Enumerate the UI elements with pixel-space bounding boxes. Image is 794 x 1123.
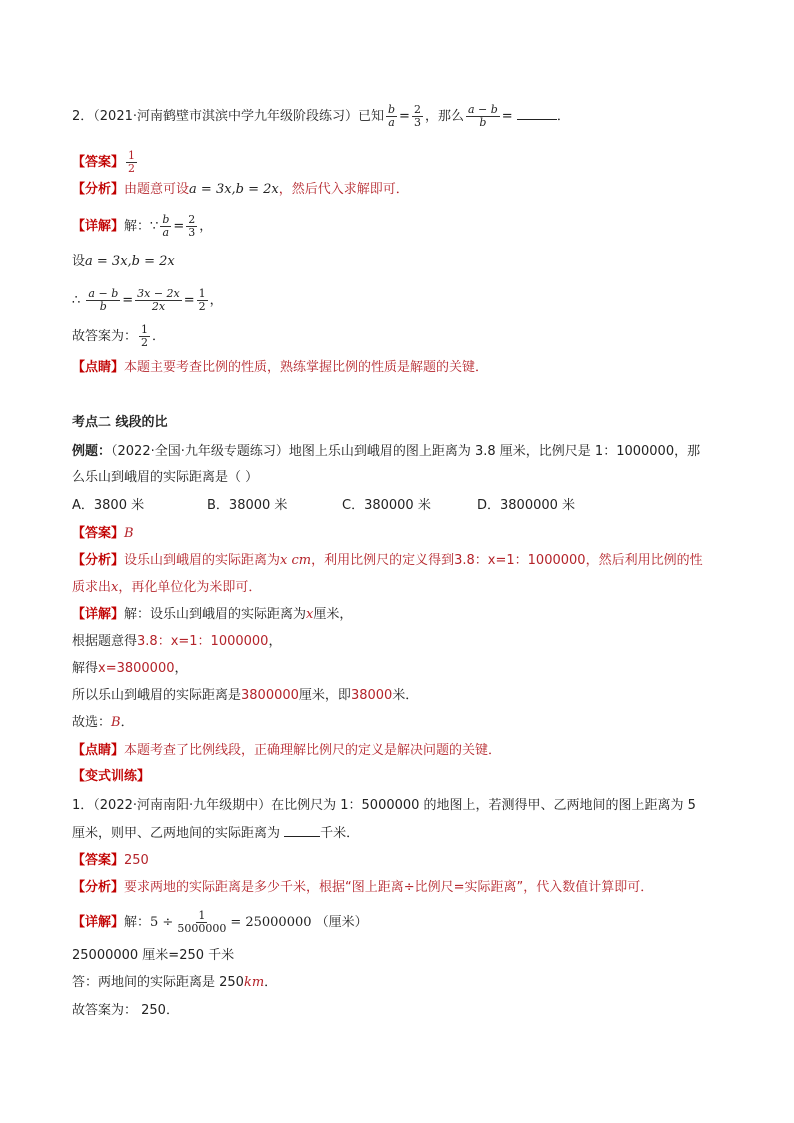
q2-final: 故答案为： $\frac{1}{2}$ ． xyxy=(72,323,166,350)
example-line2: 么乐山到峨眉的实际距离是（ ） xyxy=(72,470,259,485)
answer-fraction: $\frac{1}{2}$ xyxy=(128,149,136,176)
v1-detail-line2: 25000000 厘米=250 千米 xyxy=(72,948,235,963)
v1-detail-line3: 答：两地间的实际距离是 250km． xyxy=(72,975,278,990)
ex-detail-line5: 故选：B． xyxy=(72,715,134,730)
ex-analysis-line1: 【分析】设乐山到峨眉的实际距离为x cm，利用比例尺的定义得到3.8：x=1：1000000，然后利用比例的性 xyxy=(72,553,703,568)
q2-answer: 【答案】 $\frac{1}{2}$ xyxy=(72,149,136,176)
section-2-title: 考点二 线段的比 xyxy=(72,415,168,430)
ex-analysis-line2: 质求出x，再化单位化为米即可． xyxy=(72,580,262,595)
answer-blank xyxy=(284,823,320,837)
ex-detail-line3: 解得x=3800000， xyxy=(72,661,188,676)
fraction-2-over-3: $\frac{2}{3}$ xyxy=(413,103,421,130)
ex-detail-line2: 根据题意得3.8：x=1：1000000， xyxy=(72,634,282,649)
fraction-a-minus-b-over-b: $\frac{a - b}{b}$ xyxy=(467,103,498,130)
answer-blank xyxy=(517,106,557,120)
q2-point: 【点睛】本题主要考查比例的性质，熟练掌握比例的性质是解题的关键． xyxy=(72,360,489,375)
variant-title: 【变式训练】 xyxy=(72,769,151,784)
example-line1: 例题：（2022·全国·九年级专题练习）地图上乐山到峨眉的图上距离为 3.8 厘米，比例尺是 1：1000000，那 xyxy=(72,444,701,459)
option-a: A．3800 米 xyxy=(72,498,145,513)
option-c: C．380000 米 xyxy=(342,498,431,513)
v1-line1: 1．（2022·河南南阳·九年级期中）在比例尺为 1：5000000 的地图上，若测得甲、乙两地间的图上距离为 5 xyxy=(72,798,696,813)
option-d: D．3800000 米 xyxy=(477,498,576,513)
question-2: 2．（2021·河南鹤壁市淇滨中学九年级阶段练习）已知 $\frac{b}{a}$ = $\frac{2}{3}$ ，那么 $\frac{a - b}{b}$ = ． xyxy=(72,103,570,130)
ex-detail-line4: 所以乐山到峨眉的实际距离是3800000厘米，即38000米． xyxy=(72,688,419,703)
option-b: B．38000 米 xyxy=(207,498,288,513)
q2-detail-line2: 设a = 3x,b = 2x xyxy=(72,254,175,269)
q2-detail: 【详解】解：∵ $\frac{b}{a}$ = $\frac{2}{3}$ ， xyxy=(72,213,213,240)
example-options xyxy=(72,496,612,516)
v1-answer: 【答案】250 xyxy=(72,853,149,868)
fraction-b-over-a: $\frac{b}{a}$ xyxy=(388,103,396,130)
q2-detail-line3: ∴ $\frac{a - b}{b}$ = $\frac{3x - 2x}{2x}$ = $\frac{1}{2}$ ， xyxy=(72,287,223,314)
v1-detail-line4: 故答案为： 250． xyxy=(72,1003,179,1018)
v1-analysis: 【分析】要求两地的实际距离是多少千米，根据“图上距离÷比例尺=实际距离”，代入数值计算即可． xyxy=(72,880,654,895)
q2-analysis: 【分析】由题意可设a = 3x,b = 2x，然后代入求解即可． xyxy=(72,182,409,197)
v1-detail: 【详解】解：5 ÷ $\frac{1}{5000000}$ = 25000000 （厘米） xyxy=(72,909,368,936)
v1-line2: 厘米，则甲、乙两地间的实际距离为 千米． xyxy=(72,823,359,844)
ex-detail-line1: 【详解】解：设乐山到峨眉的实际距离为x厘米， xyxy=(72,607,353,622)
ex-answer: 【答案】B xyxy=(72,526,134,541)
ex-point: 【点睛】本题考查了比例线段，正确理解比例尺的定义是解决问题的关键． xyxy=(72,743,502,758)
